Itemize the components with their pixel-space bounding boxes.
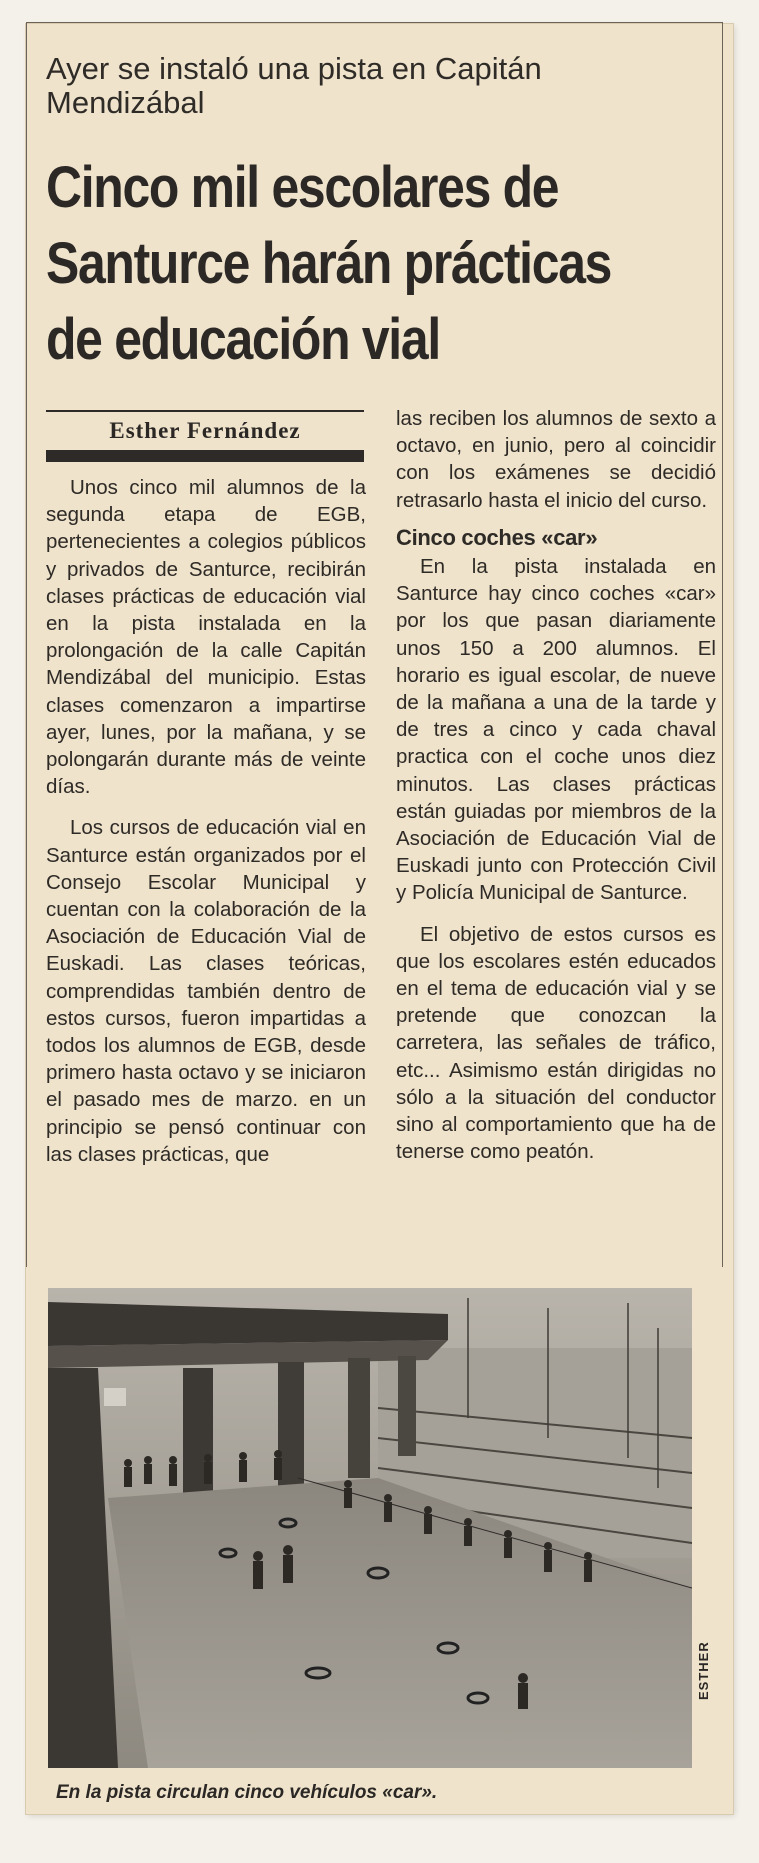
byline: Esther Fernández <box>109 418 301 443</box>
frame-rule-left <box>26 22 27 1267</box>
headline-line-3: de educación vial <box>46 307 440 372</box>
paragraph: las reciben los alumnos de sexto a octavo, en junio, pero al coincidir con los exámenes se decidió retrasarlo hasta el inicio del curso. <box>396 407 716 512</box>
paragraph: En la pista instalada en Santurce hay cinco coches «car» por los que pasan diariamente unos 150 a 200 alumnos. El horario es igual escolar, de nueve de la mañana a una de la tarde y de tres a cinco y cada chaval practica con el coche unos diez minutos. Las clases prácticas están guiadas por miembros de la Asociación de Educación Vial de Euskadi junto con Protección Civil y Policía Municipal de Santurce. <box>396 555 716 905</box>
headline-line-2: Santurce harán prácticas <box>46 231 612 296</box>
photo-caption: En la pista circulan cinco vehículos «car». <box>56 1782 438 1803</box>
photo-credit: ESTHER <box>696 1641 711 1700</box>
kicker: Ayer se instaló una pista en Capitán Mendizábal <box>46 51 542 120</box>
paragraph: El objetivo de estos cursos es que los escolares estén educados en el tema de educación vial y se pretende que conozcan la carretera, las señales de tráfico, etc... Asimismo están dirigidas no sólo a la situación del conductor sino al comportamiento que ha de tenerse como peatón. <box>396 922 716 1164</box>
byline-block <box>46 410 364 462</box>
subheading: Cinco coches «car» <box>396 524 598 550</box>
frame-rule-right <box>722 22 723 1267</box>
headline <box>46 150 614 378</box>
photo-illustration <box>48 1288 692 1768</box>
paragraph: Unos cinco mil alumnos de la segunda etapa de EGB, pertenecientes a colegios públicos y privados de Santurce, recibirán clases prácticas de educación vial en la pista instalada en la prolongación de la calle Capitán Mendizábal del municipio. Estas clases comenzaron a impartirse ayer, lunes, por la mañana, y se polongarán durante más de veinte días. <box>46 476 366 799</box>
article-column-1 <box>46 474 366 1168</box>
headline-line-1: Cinco mil escolares de <box>46 155 559 220</box>
article-column-2 <box>396 405 716 1165</box>
byline-rule-bottom <box>46 450 364 462</box>
news-photo <box>48 1288 692 1768</box>
paragraph: Los cursos de educación vial en Santurce están organizados por el Consejo Escolar Municipal y cuentan con la colaboración de la Asociación de Educación Vial de Euskadi. Las clases teóricas, comprendidas también dentro de estos cursos, fueron impartidas a todos los alumnos de EGB, desde primero hasta octavo y se iniciaron el pasado mes de marzo. en un principio se pensó continuar con las clases prácticas, que <box>46 816 366 1166</box>
frame-rule-top <box>26 22 723 23</box>
